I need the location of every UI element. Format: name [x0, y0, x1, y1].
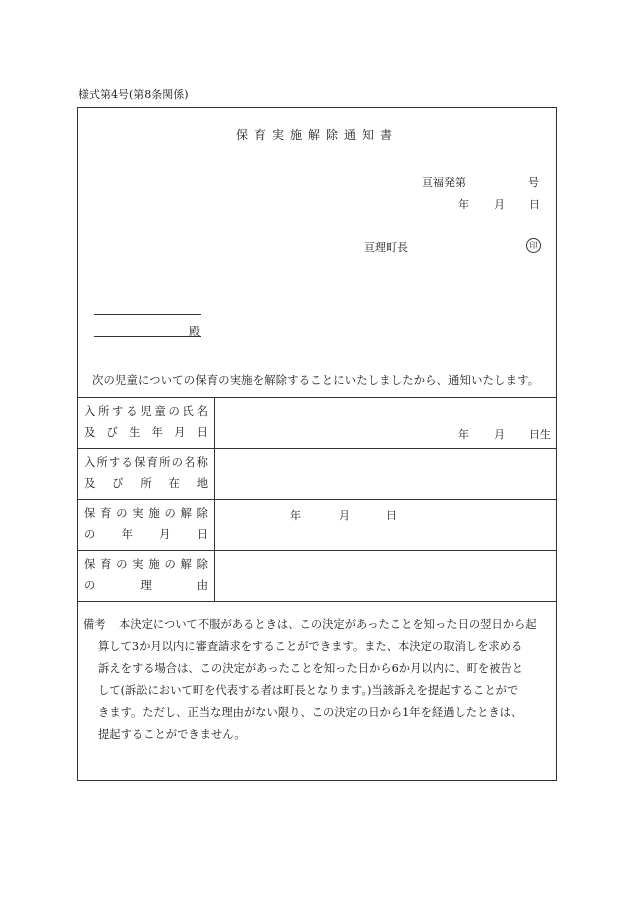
- label-char: 生: [129, 426, 141, 439]
- birth-year: 年: [458, 428, 469, 441]
- addressee-line-1: [94, 314, 201, 315]
- label-char: 解: [180, 507, 192, 520]
- label-char: 保: [84, 507, 96, 520]
- label-char: の: [164, 558, 176, 571]
- label-char: 実: [132, 558, 144, 571]
- reference-prefix: 亘福発第: [422, 176, 466, 189]
- remarks-line: きます。ただし、正当な理由がない限り、この決定の日から1年を経過したときは、: [98, 706, 523, 719]
- label-char: 氏: [182, 405, 194, 418]
- table-column-divider: [214, 397, 215, 601]
- label-char: 育: [100, 507, 112, 520]
- table-row-divider: [78, 499, 556, 500]
- remarks-line: [83, 614, 548, 636]
- issue-date-year: 年: [458, 198, 469, 211]
- table-row-label: [84, 454, 208, 470]
- label-char: 除: [196, 558, 208, 571]
- table-border-top: [78, 397, 556, 398]
- table-row-divider: [78, 550, 556, 551]
- table-row-divider: [78, 448, 556, 449]
- table-row-label: [84, 556, 208, 572]
- label-char: 名: [196, 405, 208, 418]
- label-char: 所: [159, 456, 171, 469]
- form-frame: [77, 107, 557, 781]
- document-title: 保育実施解除通知書: [235, 128, 398, 142]
- label-char: る: [126, 405, 138, 418]
- label-char: 在: [168, 477, 180, 490]
- addressee-line-2: [94, 336, 201, 337]
- label-char: 入: [84, 405, 96, 418]
- label-char: 児: [140, 405, 152, 418]
- table-border-bottom: [78, 601, 556, 602]
- table-row-label: [84, 403, 208, 419]
- label-char: 実: [132, 507, 144, 520]
- remarks-text: 本決定について不服があるときは、この決定があったことを知った日の翌日から起: [119, 618, 537, 631]
- addressee-suffix: 殿: [189, 325, 200, 338]
- label-char: 解: [180, 558, 192, 571]
- birth-day: 日生: [529, 428, 551, 441]
- label-char: る: [121, 456, 133, 469]
- label-char: 所: [96, 456, 108, 469]
- release-day: 日: [386, 509, 397, 522]
- remarks-line: 訴えをする場合は、この決定があったことを知った日から6か月以内に、町を被告と: [98, 662, 524, 675]
- remarks-heading: 備考: [83, 618, 106, 631]
- issuer-name: 亘理町長: [364, 241, 408, 254]
- remarks-line: 提起することができません。: [98, 728, 246, 741]
- label-char: 育: [100, 558, 112, 571]
- issue-date-day: 日: [529, 198, 540, 211]
- label-char: 年: [121, 528, 133, 541]
- remarks-section: [83, 614, 548, 746]
- label-char: 育: [146, 456, 158, 469]
- label-char: 童: [154, 405, 166, 418]
- label-char: す: [112, 405, 124, 418]
- reference-suffix: 号: [528, 176, 539, 189]
- label-char: 保: [134, 456, 146, 469]
- label-char: 除: [196, 507, 208, 520]
- label-char: 名: [184, 456, 196, 469]
- release-month: 月: [339, 509, 350, 522]
- notice-text: 次の児童についての保育の実施を解除することにいたしましたから、通知いたします。: [92, 374, 540, 387]
- label-char: 理: [140, 579, 152, 592]
- label-char: び: [112, 477, 124, 490]
- table-row-label: [84, 475, 208, 491]
- label-char: 由: [196, 579, 208, 592]
- seal-icon: 印: [526, 238, 541, 253]
- label-char: 年: [151, 426, 163, 439]
- label-char: の: [84, 528, 96, 541]
- table-row-label: [84, 505, 208, 521]
- issue-date-month: 月: [494, 198, 505, 211]
- label-char: 及: [84, 426, 96, 439]
- label-char: の: [164, 507, 176, 520]
- label-char: の: [171, 456, 183, 469]
- label-char: 入: [84, 456, 96, 469]
- label-char: 日: [196, 528, 208, 541]
- label-char: す: [109, 456, 121, 469]
- label-char: の: [116, 507, 128, 520]
- remarks-line: して(訴訟において町を代表する者は町長となります。)当該訴えを提起することがで: [98, 684, 519, 697]
- table-row-label: [84, 526, 208, 542]
- label-char: び: [106, 426, 118, 439]
- birth-month: 月: [494, 428, 505, 441]
- label-char: 所: [140, 477, 152, 490]
- label-char: 所: [98, 405, 110, 418]
- label-char: の: [84, 579, 96, 592]
- label-char: 施: [148, 507, 160, 520]
- label-char: 及: [84, 477, 96, 490]
- table-row-label: [84, 424, 208, 440]
- remarks-line: 算して3か月以内に審査請求をすることができます。また、本決定の取消しを求める: [98, 640, 523, 653]
- table-row-label: [84, 577, 208, 593]
- label-char: の: [116, 558, 128, 571]
- label-char: 施: [148, 558, 160, 571]
- label-char: 称: [196, 456, 208, 469]
- label-char: 月: [174, 426, 186, 439]
- label-char: 地: [196, 477, 208, 490]
- form-number: 様式第4号(第8条関係): [78, 88, 189, 101]
- release-year: 年: [290, 509, 301, 522]
- label-char: の: [168, 405, 180, 418]
- label-char: 日: [196, 426, 208, 439]
- label-char: 保: [84, 558, 96, 571]
- label-char: 月: [159, 528, 171, 541]
